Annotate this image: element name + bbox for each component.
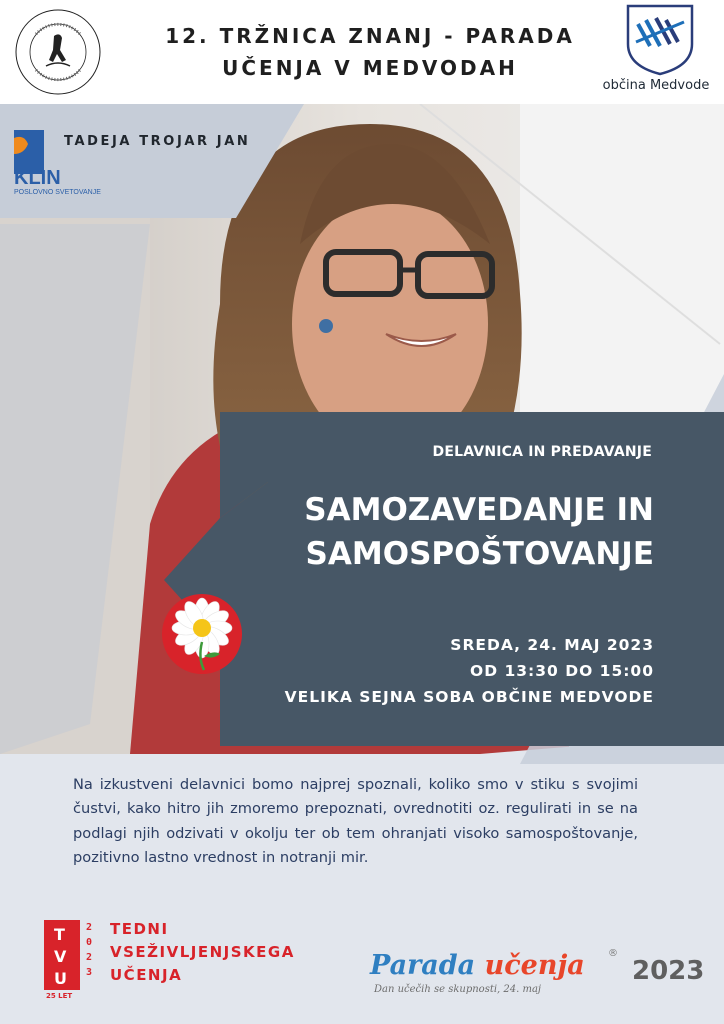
- event-title-line-1: SAMOZAVEDANJE IN: [304, 492, 654, 528]
- tvu-name: [110, 918, 295, 987]
- tvu-anniversary: 25 LET: [46, 992, 73, 1000]
- obcina-label: občina Medvode: [602, 78, 710, 93]
- parada-year: 2023: [632, 956, 705, 986]
- parada-tagline: Dan učečih se skupnosti, 24. maj: [374, 984, 542, 995]
- event-title: [304, 488, 654, 576]
- obcina-medvode-crest: [620, 2, 700, 76]
- tvu-letter-v: V: [54, 947, 67, 966]
- klin-logo-text: KLIN: [14, 167, 61, 189]
- event-date: SREDA, 24. MAJ 2023: [450, 636, 654, 654]
- klin-logo-subtext: POSLOVNO SVETOVANJE: [14, 189, 101, 196]
- ucenja-word: učenja: [484, 950, 585, 981]
- tvu-line-1: TEDNI: [110, 920, 169, 938]
- tvu-year-vertical: 2023: [85, 922, 93, 978]
- event-location: VELIKA SEJNA SOBA OBČINE MEDVODE: [284, 688, 654, 706]
- speaker-name: TADEJA TROJAR JAN: [64, 134, 251, 149]
- event-description: Na izkustveni delavnici bomo najprej spoznali, koliko smo v stiku s svojimi čustvi, kako hitro jih zmoremo prepoznati, ovrednotiti oz. regulirati in se na podlagi njih odzivati v okolju ter ob tem ohranjati visoko samospoštovanje, pozitivno lastno vrednost in notranji mir.: [73, 776, 638, 866]
- page-title: [130, 20, 610, 84]
- title-line-1: 12. TRŽNICA ZNANJ - PARADA: [165, 24, 575, 48]
- header: [0, 0, 724, 104]
- event-type: DELAVNICA IN PREDAVANJE: [432, 444, 652, 460]
- tvu-logo: [44, 920, 80, 990]
- title-line-2: UČENJA V MEDVODAH: [222, 56, 518, 80]
- tvu-line-2: VSEŽIVLJENJSKEGA: [110, 943, 295, 961]
- event-title-line-2: SAMOSPOŠTOVANJE: [305, 536, 654, 572]
- event-info: [285, 632, 654, 710]
- cultural-association-logo: [14, 8, 102, 96]
- tvu-letter-t: T: [54, 925, 65, 944]
- parada-ucenja-logo: [370, 950, 585, 981]
- registered-mark: ®: [608, 948, 618, 959]
- tvu-letter-u: U: [54, 969, 67, 988]
- event-time: OD 13:30 DO 15:00: [470, 662, 654, 680]
- parada-word: Parada: [370, 950, 476, 981]
- tvu-line-3: UČENJA: [110, 966, 183, 984]
- daisy-icon: [160, 592, 244, 676]
